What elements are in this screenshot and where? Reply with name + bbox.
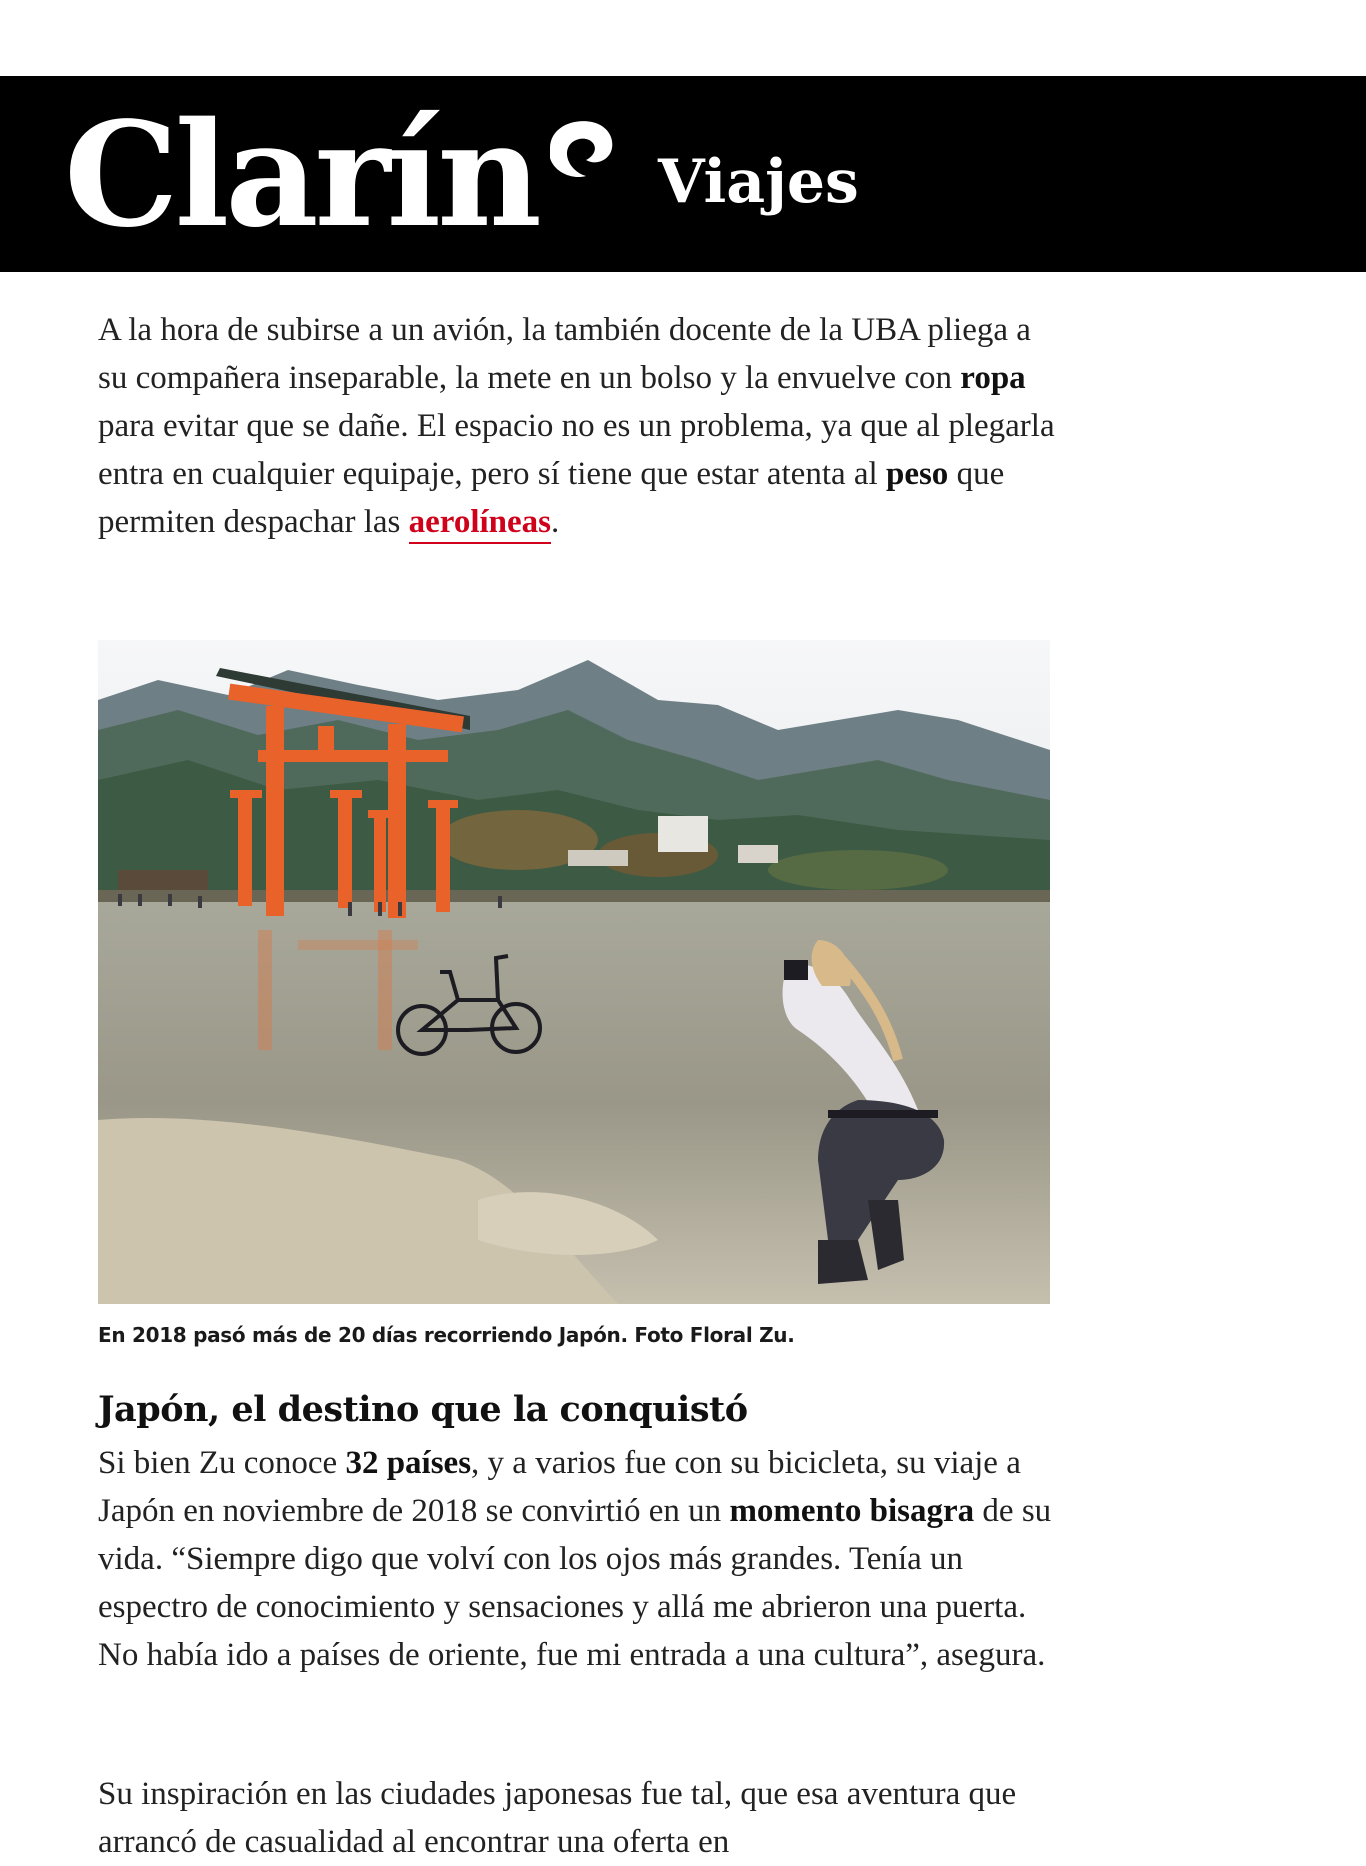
aerolineas-link[interactable]: aerolíneas [409,504,551,544]
japan-torii-photo [98,640,1050,1304]
bold-text: peso [885,456,949,492]
clarin-logo[interactable] [64,90,618,259]
article-body-3 [98,1770,1058,1866]
text: que permiten despachar las [98,456,1005,540]
section-heading: Japón, el destino que la conquistó [98,1389,748,1430]
section-title[interactable]: Viajes [658,147,859,217]
text: . [551,504,560,540]
text: para evitar que se dañe. El espacio no es un problema, ya que al plegarla entra en cualquier equipaje, pero sí tiene que estar atenta al [98,408,1055,492]
text: de su vida. “Siempre digo que volví con los ojos más grandes. Tenía un espectro de conocimiento y sensaciones y allá me abrieron una puerta. No había ido a países de oriente, fue mi entrada a una cultura”, asegura. [98,1493,1052,1673]
paragraph-3: Su inspiración en las ciudades japonesas fue tal, que esa aventura que arrancó de casualidad al encontrar una oferta en [98,1776,1017,1860]
clarin-bird-icon [542,114,618,190]
logo-wordmark: Clarín [64,90,538,259]
photo-caption: En 2018 pasó más de 20 días recorriendo Japón. Foto Floral Zu. [98,1323,795,1347]
bold-text: ropa [960,360,1026,396]
text: , y a varios fue con su bicicleta, su viaje a Japón en noviembre de 2018 se convirtió en un [98,1445,1021,1529]
paragraph-2 [98,1439,1058,1679]
text: Si bien Zu conoce [98,1445,346,1481]
article-body [98,306,1058,546]
article-body-2 [98,1439,1058,1679]
bold-text: momento bisagra [729,1493,975,1529]
text: A la hora de subirse a un avión, la también docente de la UBA pliega a su compañera inseparable, la mete en un bolso y la envuelve con [98,312,1031,396]
article-photo [98,640,1050,1304]
site-header [0,76,1366,272]
bold-text: 32 países [345,1445,472,1481]
paragraph-1 [98,306,1058,546]
